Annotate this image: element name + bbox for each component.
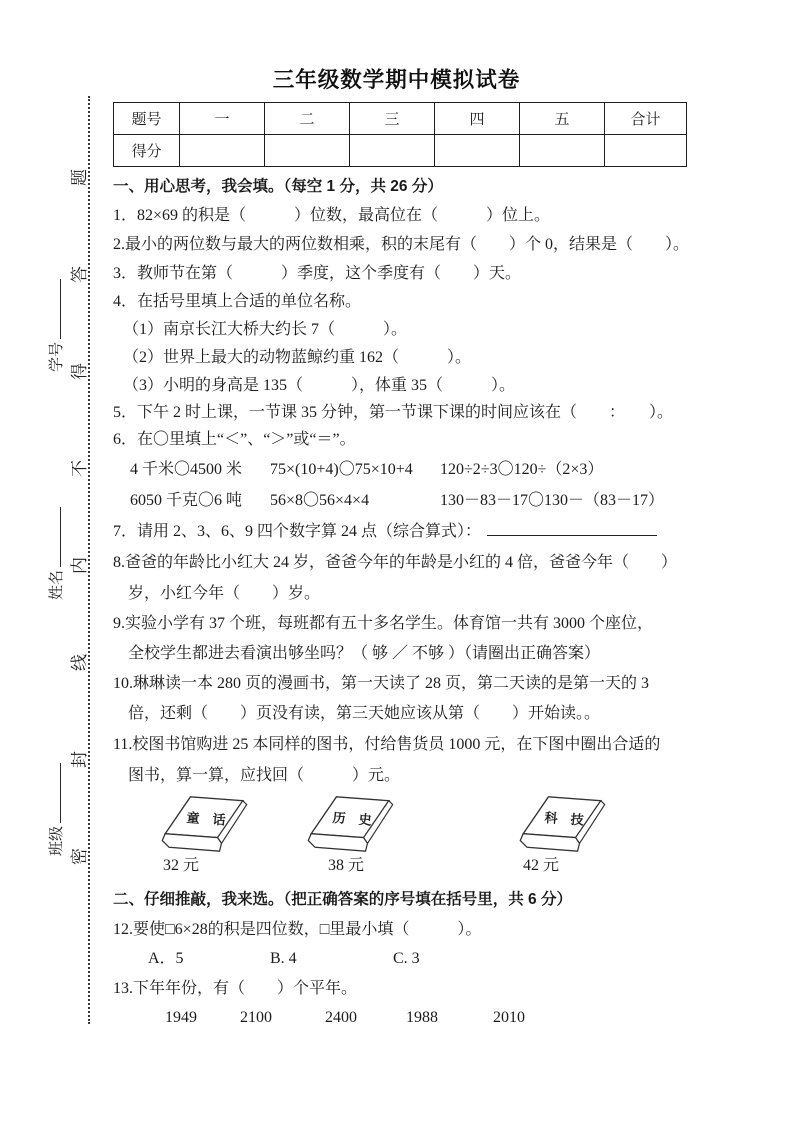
question-4: 4．在括号里填上合适的单位名称。 [113,293,362,310]
class-label [46,756,68,856]
question-10-line-1: 10.琳琳读一本 280 页的漫画书，第一天读了 28 页，第二天读的是第一天的 3 [113,675,650,692]
book-illustration-fairy-tale [157,791,251,857]
question-6: 6．在〇里填上“＜”、“＞”或“＝”。 [113,431,356,448]
score-table-empty-cell [350,135,435,167]
student-id-blank-line [46,279,61,339]
question-5: 5．下午 2 时上课，一节课 35 分钟，第一节课下课的时间应该在（ ： ）。 [113,404,674,421]
book-title: 童 话 [186,810,231,829]
question-7 [113,516,733,547]
student-name-label-text: 姓名 [49,569,65,600]
student-id-label-text: 学号 [49,341,65,372]
book-icon [303,791,397,857]
question-12-options [113,944,733,974]
question-8-line-2: 岁，小红今年（ ）岁。 [128,585,321,602]
question-13-year-choices [113,1003,733,1033]
option-a: A．5 [148,950,184,967]
year-choice: 2100 [240,1009,272,1026]
question-8-line-1: 8.爸爸的年龄比小红大 24 岁，爸爸今年的年龄是小红的 4 倍，爸爸今年（ ） [113,554,678,571]
year-choice: 1949 [165,1009,197,1026]
score-table-cell-four: 四 [435,103,520,135]
book-icon [157,791,251,857]
student-name-label [46,500,68,600]
student-name-blank-line [46,507,61,567]
book-title: 历 史 [332,810,377,829]
question-7-answer-line [487,521,657,536]
question-7-text: 7．请用 2、3、6、9 四个数字算 24 点（综合算式）： [113,523,482,540]
page-title: 三年级数学期中模拟试卷 [272,68,521,92]
book-price: 38 元 [328,857,365,874]
section-1-heading: 一、用心思考，我会填。（每空 1 分，共 26 分） [113,178,443,195]
book-illustration-science [515,791,609,857]
compare-expression: 130－83－17〇130－（83－17） [440,492,665,509]
book-price: 32 元 [163,857,200,874]
question-11-line-1: 11.校图书馆购进 25 本同样的图书，付给售货员 1000 元，在下图中圈出合适的 [113,736,661,753]
question-9-line-2: 全校学生都进去看演出够坐吗？（ 够 ／ 不够 ）（请圈出正确答案） [128,645,601,662]
compare-expression: 4 千米〇4500 米 [130,461,243,478]
question-6-compare-row-1 [113,454,733,485]
book-title: 科 技 [544,810,589,829]
student-id-label [46,272,68,372]
compare-expression: 56×8〇56×4×4 [270,492,370,509]
question-4-sub-2: （2）世界上最大的动物蓝鲸约重 162（ ）。 [123,349,472,366]
year-choice: 2400 [325,1009,357,1026]
year-choice: 2010 [493,1009,525,1026]
score-table-empty-cell [435,135,520,167]
score-table-cell-five: 五 [520,103,605,135]
score-table-cell-two: 二 [265,103,350,135]
score-table-cell-total: 合计 [605,103,687,135]
question-11-book-prices [113,855,733,877]
score-table-score-row [114,135,687,167]
question-4-sub-1: （1）南京长江大桥大约长 7（ ）。 [123,321,408,338]
exam-body [113,172,733,1033]
question-6-compare-row-2 [113,485,733,516]
question-2: 2.最小的两位数与最大的两位数相乘，积的末尾有（ ）个 0，结果是（ ）。 [113,236,690,253]
score-table-header-row [114,103,687,135]
book-icon [515,791,609,857]
question-4-sub-3: （3）小明的身高是 135（ ），体重 35（ ）。 [123,377,516,394]
option-b: B. 4 [270,950,297,967]
score-table-empty-cell [180,135,265,167]
question-10-line-2: 倍，还剩（ ）页没有读，第三天她应该从第（ ）开始读。。 [128,705,601,722]
book-illustration-history [303,791,397,857]
score-table-empty-cell [605,135,687,167]
question-3: 3．教师节在第（ ）季度，这个季度有（ ）天。 [113,265,522,282]
class-blank-line [46,763,61,823]
option-c: C. 3 [393,950,420,967]
score-table-cell-one: 一 [180,103,265,135]
class-label-text: 班级 [49,825,65,856]
book-price: 42 元 [523,857,560,874]
question-12: 12.要使□6×28的积是四位数，□里最小填（ ）。 [113,921,482,938]
question-11-books-figure [113,791,733,855]
score-table [113,102,687,167]
score-table-cell-three: 三 [350,103,435,135]
section-divider-space [113,877,733,885]
section-2-heading: 二、仔细推敲，我来选。（把正确答案的序号填在括号里，共 6 分） [113,891,572,908]
year-choice: 1988 [406,1009,438,1026]
compare-expression: 6050 千克〇6 吨 [130,492,243,509]
score-table-cell-tihao: 题号 [114,103,180,135]
compare-expression: 75×(10+4)〇75×10+4 [270,461,413,478]
question-13: 13.下年年份，有（ ）个平年。 [113,980,358,997]
score-table-empty-cell [520,135,605,167]
question-11-line-2: 图书，算一算，应找回（ ）元。 [128,767,401,784]
score-table-empty-cell [265,135,350,167]
compare-expression: 120÷2÷3〇120÷（2×3） [440,461,604,478]
seal-instruction-text: 密封线内不得答题 [70,89,89,865]
question-9-line-1: 9.实验小学有 37 个班，每班都有五十多名学生。体育馆一共有 3000 个座位， [113,615,654,632]
score-table-cell-defen: 得分 [114,135,180,167]
question-1: 1．82×69 的积是（ ）位数，最高位在（ ）位上。 [113,207,551,224]
